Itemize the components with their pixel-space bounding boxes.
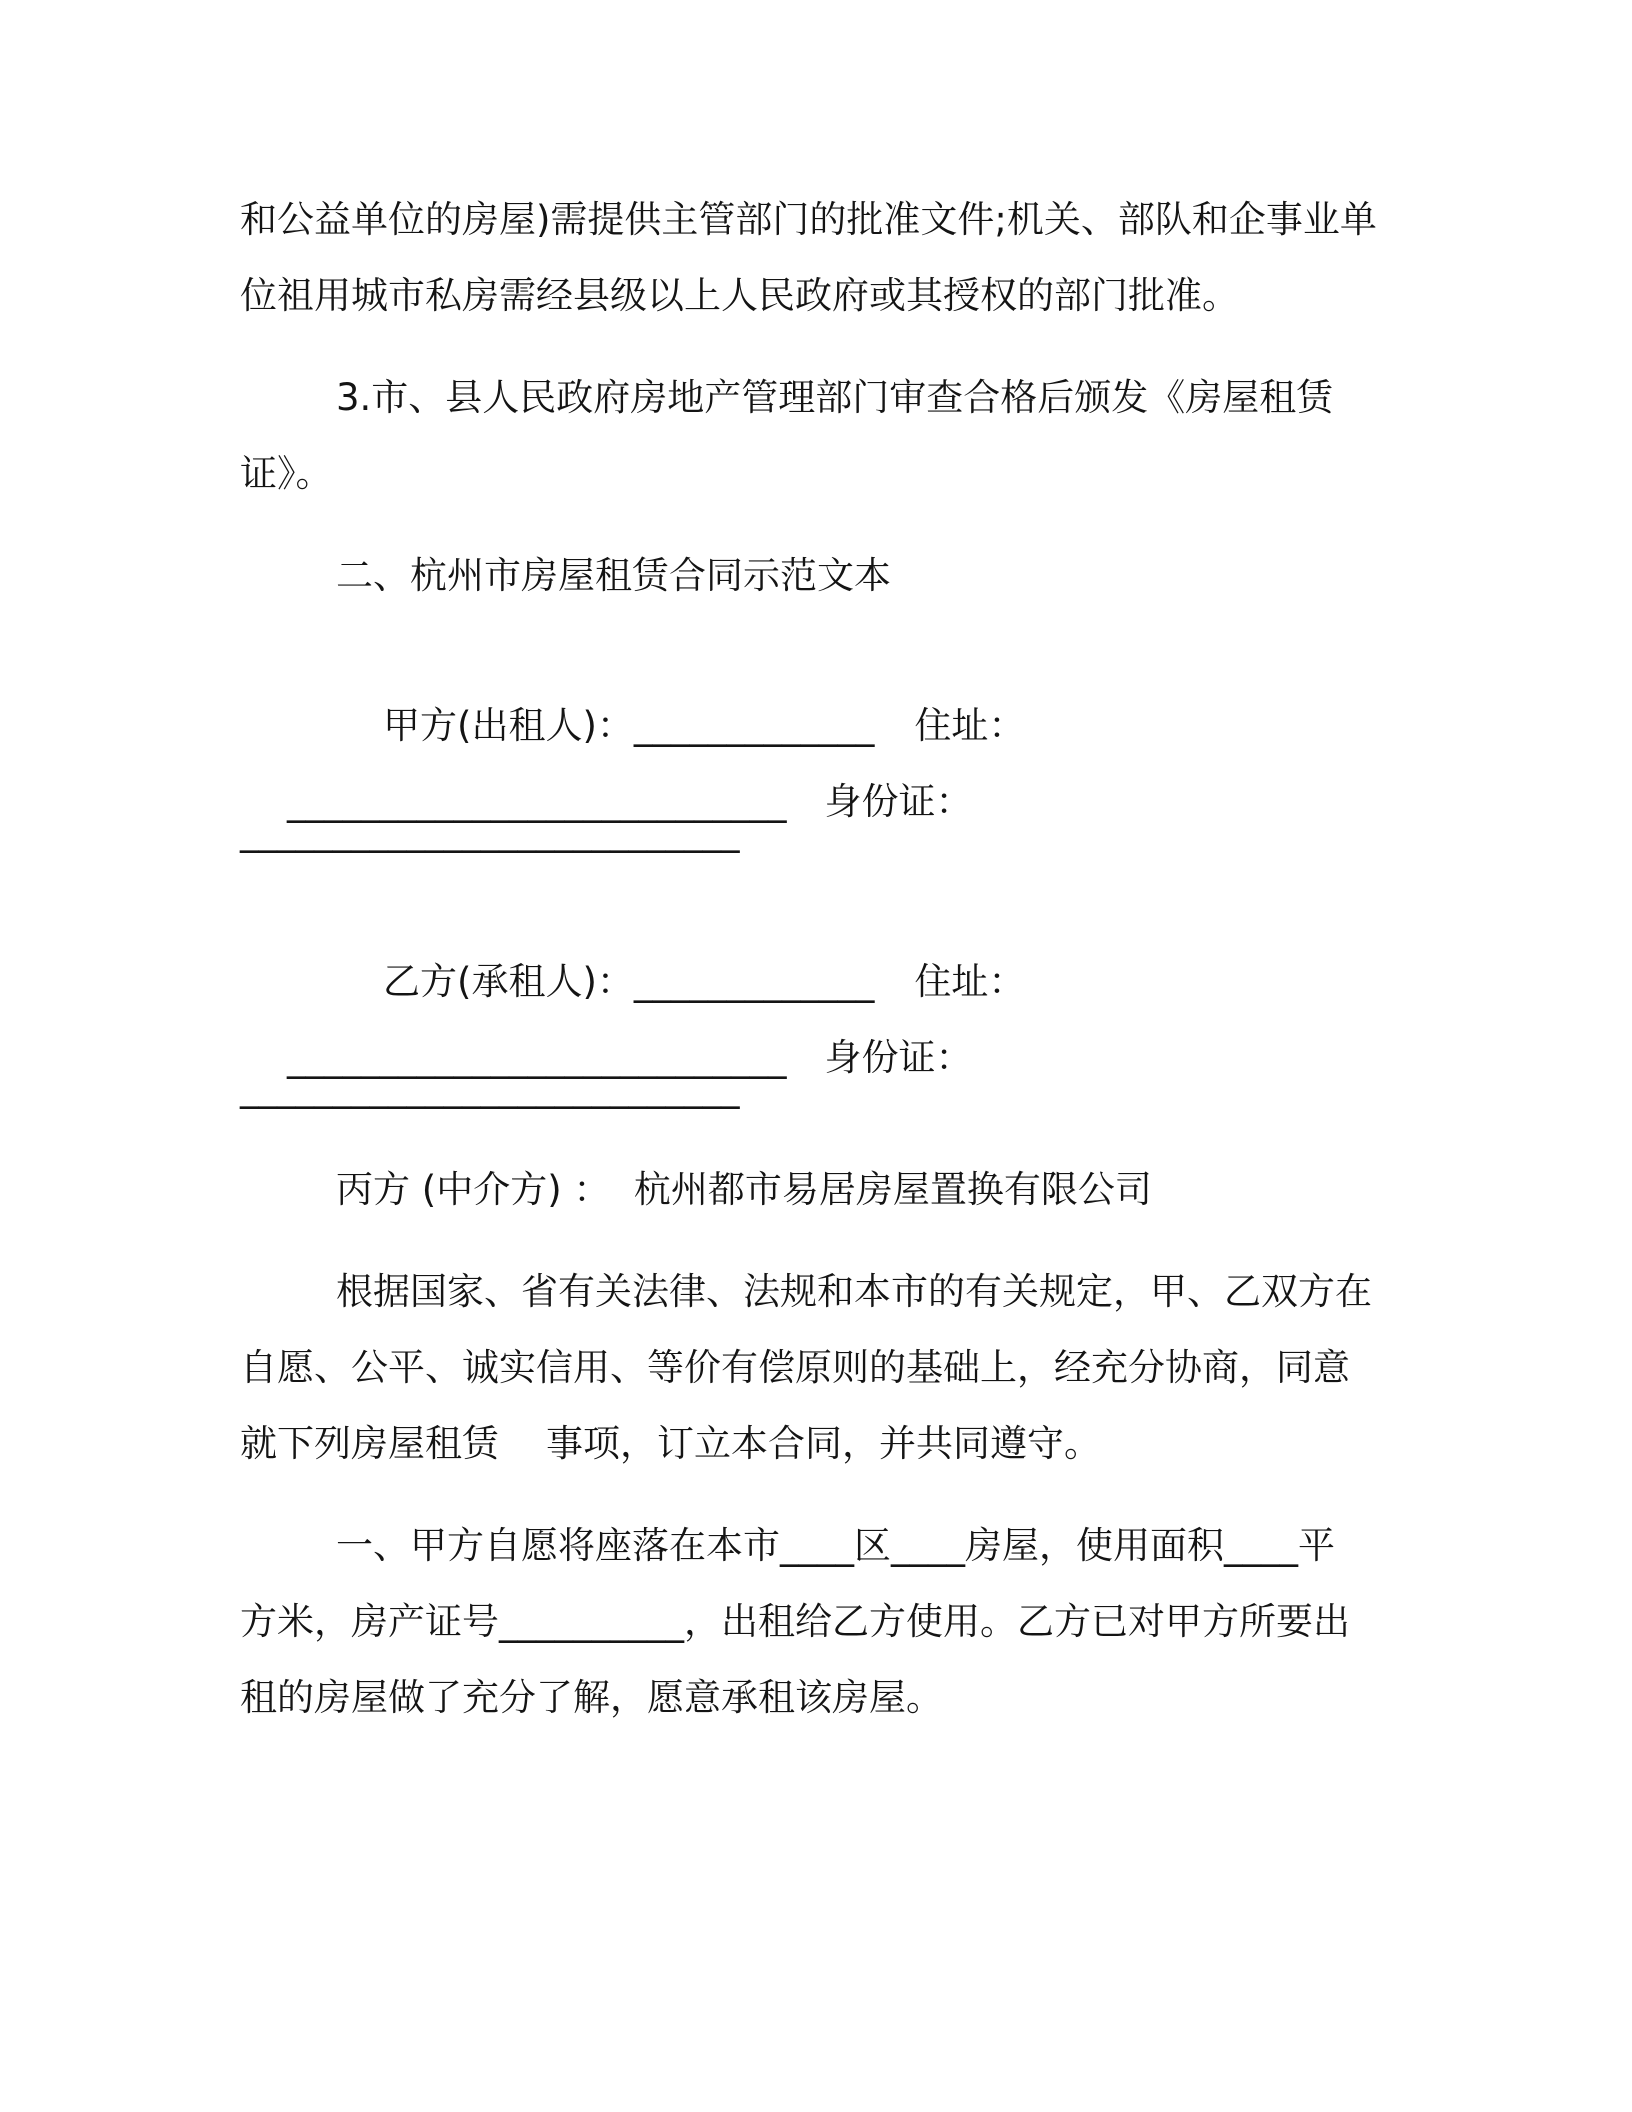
- paragraph-line: 租的房屋做了充分了解，愿意承租该房屋。: [240, 1676, 943, 1719]
- party-a-label: 甲方(出租人)：: [383, 704, 634, 747]
- paragraph-line: 证》。: [240, 452, 333, 495]
- paragraph-line: 方米，房产证号__________，出租给乙方使用。乙方已对甲方所要出: [240, 1600, 1350, 1643]
- party-a-id-label: 身份证：: [824, 780, 973, 823]
- party-c-line: 丙方 (中介方) ： 杭州都市易居房屋置换有限公司: [336, 1168, 1152, 1211]
- paragraph-line: 位祖用城市私房需经县级以上人民政府或其授权的部门批准。: [240, 274, 1239, 317]
- party-b-id-blank: ___________________________: [240, 1066, 740, 1109]
- paragraph-line: 根据国家、省有关法律、法规和本市的有关规定，甲、乙双方在: [336, 1270, 1372, 1313]
- party-b-address-label: 住址：: [914, 960, 1026, 1003]
- paragraph-line: 就下列房屋租赁 事项，订立本合同，并共同遵守。: [240, 1422, 1102, 1465]
- paragraph-line: 和公益单位的房屋)需提供主管部门的批准文件;机关、部队和企事业单: [240, 198, 1377, 241]
- party-b-id-label: 身份证：: [824, 1036, 973, 1079]
- party-b-address-blank: ___________________________: [287, 1036, 787, 1079]
- party-a-address-blank: ___________________________: [287, 780, 787, 823]
- party-b-name-blank: _____________: [633, 960, 875, 1003]
- paragraph-line: 一、甲方自愿将座落在本市____区____房屋，使用面积____平: [336, 1524, 1335, 1567]
- party-a-name-blank: _____________: [633, 704, 875, 747]
- party-b-label: 乙方(承租人)：: [383, 960, 634, 1003]
- paragraph-line: 自愿、公平、诚实信用、等价有偿原则的基础上，经充分协商，同意: [240, 1346, 1350, 1389]
- paragraph-line: 3.市、县人民政府房地产管理部门审查合格后颁发《房屋租赁: [336, 376, 1334, 419]
- section-heading: 二、杭州市房屋租赁合同示范文本: [336, 554, 891, 597]
- party-a-address-label: 住址：: [914, 704, 1026, 747]
- party-a-id-blank: ___________________________: [240, 810, 740, 853]
